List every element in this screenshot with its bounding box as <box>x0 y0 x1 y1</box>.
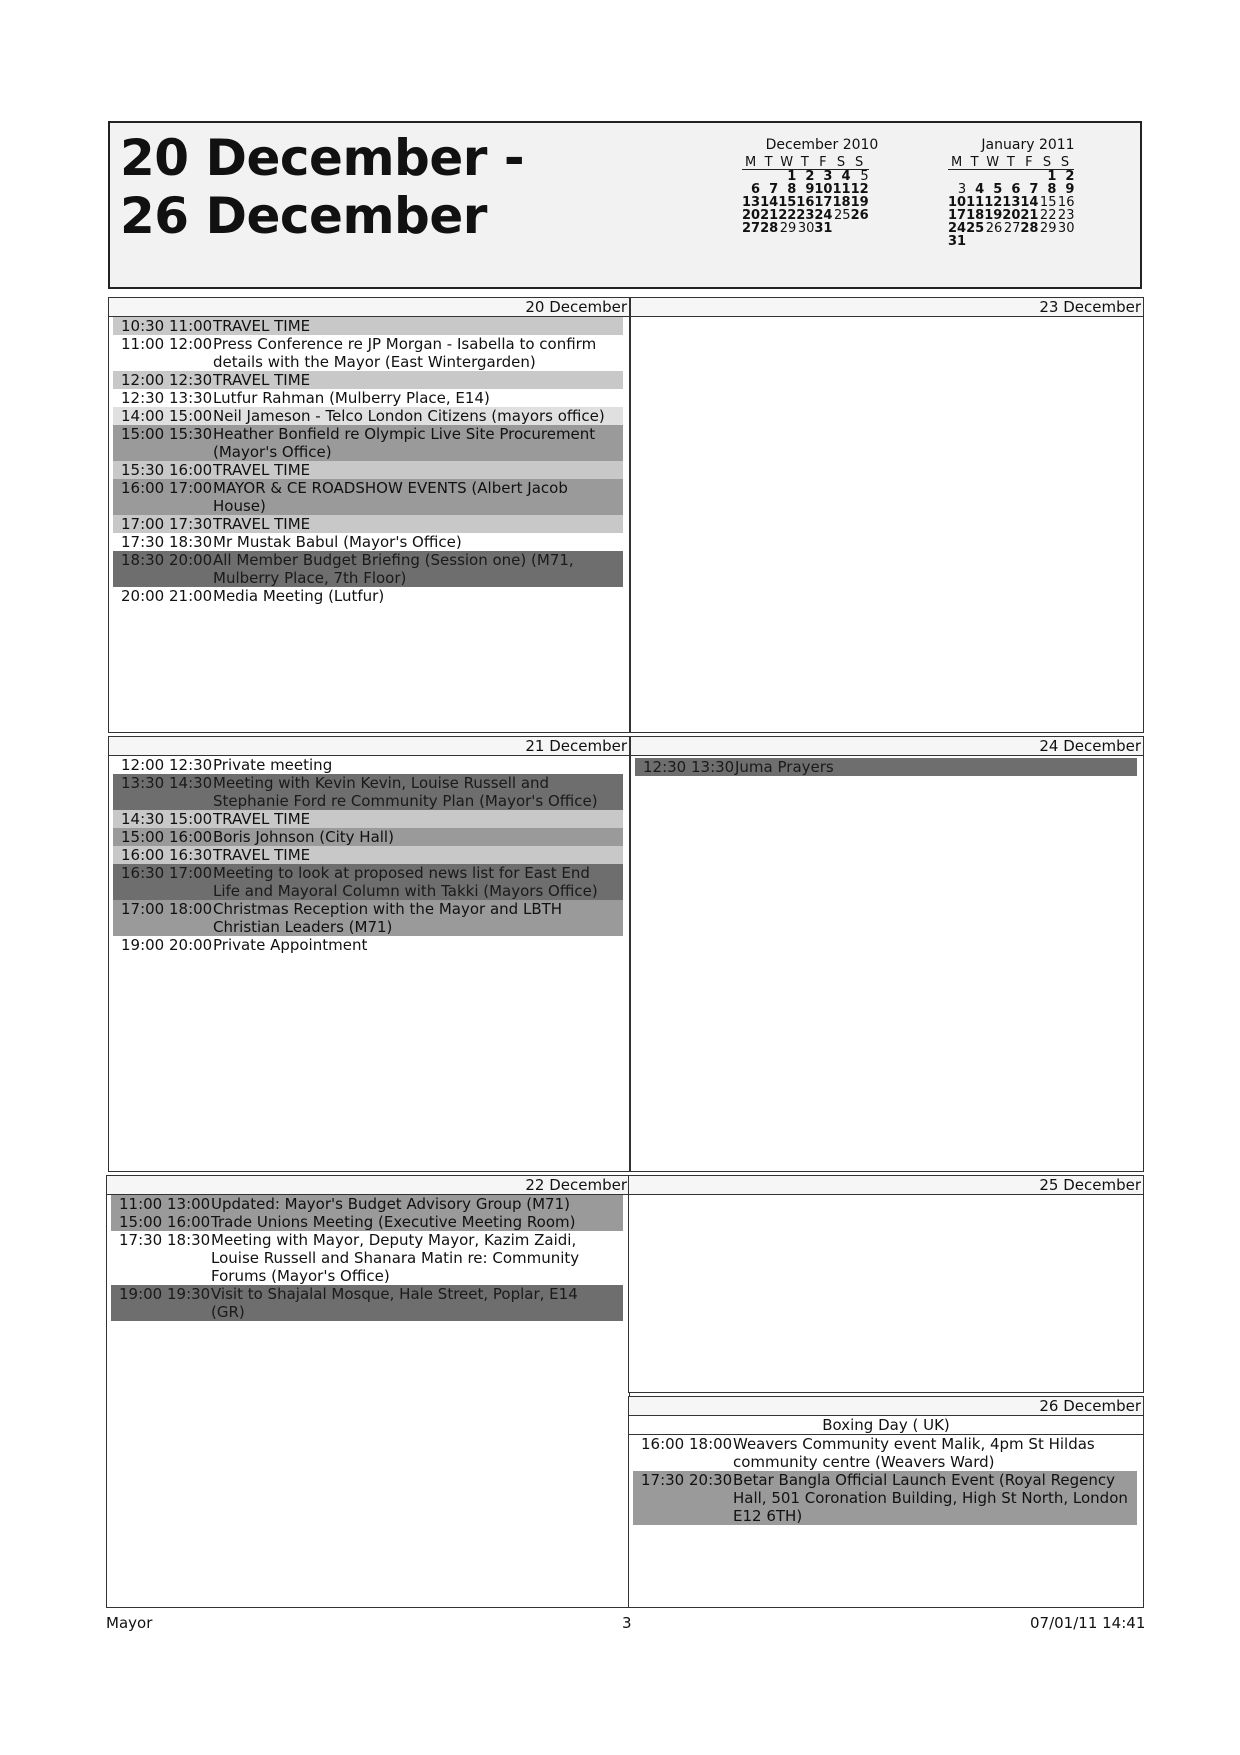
calendar-event[interactable] <box>113 533 623 551</box>
calendar-date: 31 <box>948 234 967 249</box>
event-time: 15:30 16:00 <box>121 461 213 479</box>
event-time: 12:00 12:30 <box>121 756 213 774</box>
calendar-date <box>966 170 984 184</box>
event-time: 19:00 19:30 <box>119 1285 211 1303</box>
weekday-header: M <box>742 156 760 170</box>
calendar-date: 15 <box>778 195 797 210</box>
event-time: 10:30 11:00 <box>121 317 213 335</box>
event-title: Lutfur Rahman (Mulberry Place, E14) <box>213 389 490 407</box>
day-label: 23 December <box>631 298 1143 317</box>
event-title: Christmas Reception with the Mayor and LBTH Christian Leaders (M71) <box>213 900 563 936</box>
calendar-date: 3 <box>823 169 833 184</box>
calendar-event[interactable] <box>113 515 623 533</box>
event-time: 15:00 15:30 <box>121 425 213 443</box>
day-20-december <box>108 297 630 733</box>
calendar-date: 26 <box>985 221 1003 236</box>
day-label: 20 December <box>109 298 629 317</box>
event-time: 18:30 20:00 <box>121 551 213 569</box>
event-title: TRAVEL TIME <box>213 810 311 828</box>
event-time: 17:00 18:00 <box>121 900 213 918</box>
weekday-header: T <box>760 156 778 170</box>
event-time: 11:00 13:00 <box>119 1195 211 1213</box>
event-title: Private meeting <box>213 756 333 774</box>
calendar-date: 21 <box>760 208 779 223</box>
event-time: 17:30 20:30 <box>641 1471 733 1489</box>
weekday-header: S <box>1056 156 1074 170</box>
event-title: Visit to Shajalal Mosque, Hale Street, Poplar, E14 (GR) <box>211 1285 578 1321</box>
calendar-event[interactable] <box>113 461 623 479</box>
calendar-event[interactable] <box>113 371 623 389</box>
holiday-banner: Boxing Day ( UK) <box>629 1416 1143 1435</box>
calendar-event[interactable] <box>113 407 623 425</box>
calendar-date: 10 <box>948 195 967 210</box>
event-time: 16:00 18:00 <box>641 1435 733 1453</box>
event-list <box>631 756 1143 776</box>
event-title: Neil Jameson - Telco London Citizens (mayors office) <box>213 407 605 425</box>
event-time: 19:00 20:00 <box>121 936 213 954</box>
event-list <box>109 317 629 605</box>
calendar-date: 17 <box>948 208 967 223</box>
calendar-date: 21 <box>1020 208 1039 223</box>
event-title: Betar Bangla Official Launch Event (Royal Regency Hall, 501 Coronation Building, High St North, London E12 6TH) <box>733 1471 1128 1525</box>
calendar-event[interactable] <box>113 551 623 587</box>
calendar-date: 23 <box>1057 208 1075 223</box>
event-title: Media Meeting (Lutfur) <box>213 587 385 605</box>
day-label: 21 December <box>109 737 629 756</box>
event-time: 12:00 12:30 <box>121 371 213 389</box>
event-title: Meeting to look at proposed news list for East End Life and Mayoral Column with Takki (Mayors Office) <box>213 864 598 900</box>
calendar-date: 9 <box>1065 182 1075 197</box>
week-title <box>120 129 524 245</box>
calendar-date: 1 <box>787 169 797 184</box>
calendar-event[interactable] <box>113 479 623 515</box>
calendar-event[interactable] <box>111 1231 623 1285</box>
event-time: 16:30 17:00 <box>121 864 213 882</box>
calendar-date <box>1002 235 1020 248</box>
calendar-date: 18 <box>966 208 985 223</box>
calendar-date: 4 <box>841 169 851 184</box>
calendar-date: 26 <box>850 208 869 223</box>
event-time: 17:30 18:30 <box>119 1231 211 1249</box>
weekday-header: F <box>814 156 832 170</box>
calendar-date <box>742 170 760 184</box>
day-23-december <box>630 297 1144 733</box>
calendar-date: 7 <box>769 182 779 197</box>
day-label: 26 December <box>629 1397 1143 1416</box>
event-time: 16:00 17:00 <box>121 479 213 497</box>
event-time: 20:00 21:00 <box>121 587 213 605</box>
calendar-date: 3 <box>957 182 967 197</box>
calendar-date: 6 <box>1011 182 1021 197</box>
calendar-date: 22 <box>1039 208 1057 223</box>
calendar-date: 27 <box>1003 221 1021 236</box>
calendar-date <box>1038 235 1056 248</box>
calendar-date: 30 <box>1057 221 1075 236</box>
calendar-date: 17 <box>814 195 833 210</box>
calendar-event[interactable] <box>113 587 623 605</box>
week-title-line1: 20 December - <box>120 129 525 187</box>
event-title: Updated: Mayor's Budget Advisory Group (M71) <box>211 1195 570 1213</box>
calendar-date: 9 <box>805 182 815 197</box>
event-title: Meeting with Mayor, Deputy Mayor, Kazim Zaidi, Louise Russell and Shanara Matin re: Community Forums (Mayor's Office) <box>211 1231 580 1285</box>
weekday-header: T <box>796 156 814 170</box>
calendar-event[interactable] <box>111 1213 623 1231</box>
calendar-event[interactable] <box>111 1195 623 1213</box>
calendar-event[interactable] <box>113 900 623 936</box>
event-title: Private Appointment <box>213 936 368 954</box>
calendar-date <box>832 222 850 235</box>
weekday-header: T <box>1002 156 1020 170</box>
day-25-december <box>628 1175 1144 1393</box>
day-label: 22 December <box>107 1176 629 1195</box>
calendar-event[interactable] <box>113 810 623 828</box>
calendar-date: 11 <box>832 182 851 197</box>
calendar-event[interactable] <box>113 864 623 900</box>
calendar-event[interactable] <box>633 1435 1137 1471</box>
calendar-event[interactable] <box>113 425 623 461</box>
calendar-date: 28 <box>1020 221 1039 236</box>
calendar-date <box>760 170 778 184</box>
calendar-date <box>1056 235 1074 248</box>
calendar-date: 24 <box>814 208 833 223</box>
event-time: 13:30 14:30 <box>121 774 213 792</box>
mini-calendar-title: December 2010 <box>765 137 879 153</box>
calendar-date: 13 <box>742 195 761 210</box>
calendar-date: 28 <box>760 221 779 236</box>
event-time: 11:00 12:00 <box>121 335 213 353</box>
footer-printed-timestamp: 07/01/11 14:41 <box>1030 1614 1146 1632</box>
mini-calendar-december <box>742 139 902 235</box>
calendar-event[interactable] <box>113 774 623 810</box>
event-title: Weavers Community event Malik, 4pm St Hildas community centre (Weavers Ward) <box>733 1435 1095 1471</box>
calendar-date: 23 <box>796 208 815 223</box>
calendar-event[interactable] <box>113 389 623 407</box>
calendar-date: 24 <box>948 221 967 236</box>
event-title: TRAVEL TIME <box>213 317 311 335</box>
calendar-event[interactable] <box>635 758 1137 776</box>
calendar-date: 11 <box>966 195 985 210</box>
calendar-date: 2 <box>805 169 815 184</box>
day-22-december <box>106 1175 630 1608</box>
event-title: All Member Budget Briefing (Session one) (M71, Mulberry Place, 7th Floor) <box>213 551 574 587</box>
event-title: Trade Unions Meeting (Executive Meeting Room) <box>211 1213 576 1231</box>
event-title: Boris Johnson (City Hall) <box>213 828 394 846</box>
event-time: 14:30 15:00 <box>121 810 213 828</box>
day-26-december <box>628 1396 1144 1608</box>
calendar-date: 12 <box>984 195 1003 210</box>
event-title: Press Conference re JP Morgan - Isabella to confirm details with the Mayor (East Wintergarden) <box>213 335 597 371</box>
calendar-date: 20 <box>1002 208 1021 223</box>
calendar-date: 5 <box>860 169 869 184</box>
mini-calendar-grid <box>948 156 1074 248</box>
calendar-date: 25 <box>966 221 985 236</box>
calendar-date <box>1002 170 1020 184</box>
event-time: 17:00 17:30 <box>121 515 213 533</box>
calendar-date: 8 <box>787 182 797 197</box>
event-title: MAYOR & CE ROADSHOW EVENTS (Albert Jacob House) <box>213 479 568 515</box>
weekday-header: T <box>966 156 984 170</box>
calendar-date <box>984 235 1002 248</box>
calendar-event[interactable] <box>113 846 623 864</box>
calendar-date: 25 <box>834 208 851 223</box>
footer-owner: Mayor <box>106 1614 153 1632</box>
day-label: 25 December <box>629 1176 1143 1195</box>
calendar-event[interactable] <box>113 936 623 954</box>
calendar-date <box>1020 235 1038 248</box>
event-time: 15:00 16:00 <box>121 828 213 846</box>
event-time: 15:00 16:00 <box>119 1213 211 1231</box>
mini-calendar-january <box>948 139 1108 248</box>
calendar-date: 6 <box>751 182 761 197</box>
calendar-date: 29 <box>779 221 797 236</box>
calendar-date: 19 <box>984 208 1003 223</box>
calendar-date: 29 <box>1039 221 1057 236</box>
calendar-date: 30 <box>797 221 815 236</box>
event-title: TRAVEL TIME <box>213 371 311 389</box>
mini-calendar-title: January 2011 <box>981 137 1075 153</box>
calendar-event[interactable] <box>113 317 623 335</box>
calendar-date: 2 <box>1065 169 1075 184</box>
week-header <box>108 121 1142 289</box>
mini-calendar-grid <box>742 156 869 235</box>
calendar-date <box>984 170 1002 184</box>
event-time: 16:00 16:30 <box>121 846 213 864</box>
calendar-date: 12 <box>850 182 869 197</box>
event-list <box>109 756 629 954</box>
calendar-date: 20 <box>742 208 761 223</box>
calendar-date: 22 <box>778 208 797 223</box>
calendar-date: 18 <box>832 195 851 210</box>
calendar-date <box>1020 170 1038 184</box>
calendar-date: 14 <box>760 195 779 210</box>
day-label: 24 December <box>631 737 1143 756</box>
event-time: 17:30 18:30 <box>121 533 213 551</box>
event-title: TRAVEL TIME <box>213 461 311 479</box>
calendar-event[interactable] <box>633 1471 1137 1525</box>
event-list <box>629 1435 1143 1525</box>
weekday-header: W <box>984 156 1002 170</box>
calendar-date: 15 <box>1039 195 1057 210</box>
calendar-date: 14 <box>1020 195 1039 210</box>
calendar-date <box>851 222 869 235</box>
event-title: Meeting with Kevin Kevin, Louise Russell and Stephanie Ford re Community Plan (Mayor's Office) <box>213 774 598 810</box>
calendar-date: 7 <box>1029 182 1039 197</box>
week-title-line2: 26 December <box>120 187 487 245</box>
calendar-date <box>966 235 984 248</box>
calendar-date: 5 <box>993 182 1003 197</box>
footer-page-number: 3 <box>622 1614 632 1632</box>
day-24-december <box>630 736 1144 1172</box>
calendar-date: 1 <box>1047 169 1057 184</box>
event-list <box>107 1195 629 1321</box>
calendar-date: 8 <box>1047 182 1057 197</box>
weekday-header: S <box>1038 156 1056 170</box>
event-time: 12:30 13:30 <box>121 389 213 407</box>
calendar-date: 27 <box>742 221 761 236</box>
calendar-date: 31 <box>814 221 833 236</box>
calendar-date: 10 <box>814 182 833 197</box>
weekday-header: S <box>851 156 869 170</box>
event-title: Heather Bonfield re Olympic Live Site Procurement (Mayor's Office) <box>213 425 596 461</box>
weekday-header: S <box>832 156 850 170</box>
event-title: Mr Mustak Babul (Mayor's Office) <box>213 533 462 551</box>
calendar-date: 4 <box>975 182 985 197</box>
calendar-date <box>948 170 966 184</box>
weekday-header: M <box>948 156 966 170</box>
calendar-date: 16 <box>1057 195 1075 210</box>
calendar-date: 16 <box>796 195 815 210</box>
weekday-header: F <box>1020 156 1038 170</box>
event-time: 12:30 13:30 <box>643 758 735 776</box>
event-title: Juma Prayers <box>735 758 834 776</box>
weekday-header: W <box>778 156 796 170</box>
event-time: 14:00 15:00 <box>121 407 213 425</box>
calendar-event[interactable] <box>111 1285 623 1321</box>
calendar-event[interactable] <box>113 335 623 371</box>
event-title: TRAVEL TIME <box>213 515 311 533</box>
calendar-date: 19 <box>850 195 869 210</box>
calendar-event[interactable] <box>113 828 623 846</box>
event-title: TRAVEL TIME <box>213 846 311 864</box>
calendar-date: 13 <box>1002 195 1021 210</box>
calendar-event[interactable] <box>113 756 623 774</box>
day-21-december <box>108 736 630 1172</box>
